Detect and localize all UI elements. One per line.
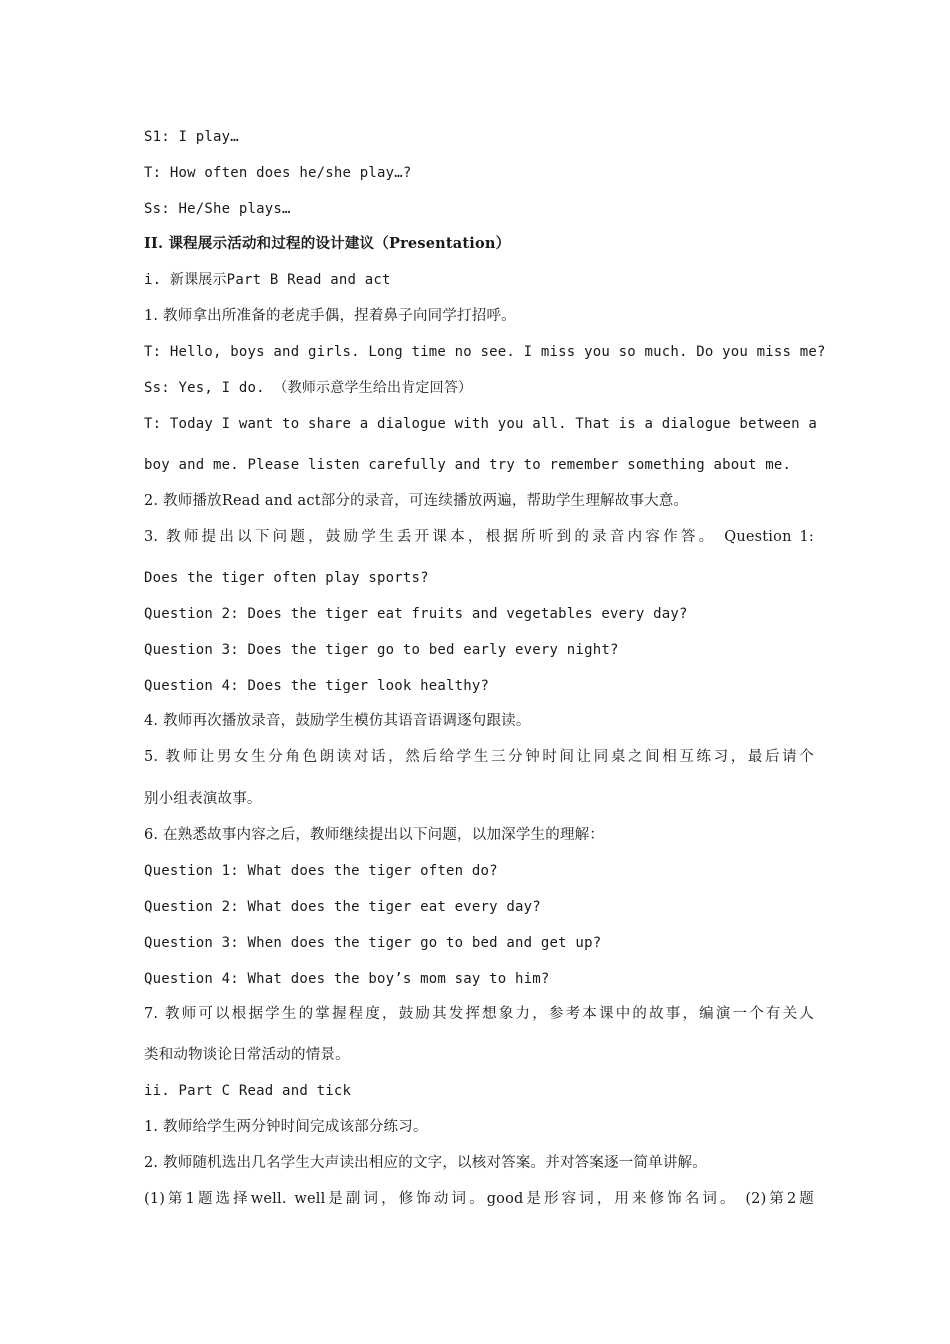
part-c-step-1: 1. 教师给学生两分钟时间完成该部分练习。 — [144, 1119, 428, 1135]
question-3-part-b: Question 3: Does the tiger go to bed early every night? — [144, 642, 619, 658]
question-1-followup: Question 1: What does the tiger often do? — [144, 863, 498, 879]
question-2-part-b: Question 2: Does the tiger eat fruits and vegetables every day? — [144, 606, 688, 622]
section-heading-presentation: II. 课程展示活动和过程的设计建议（Presentation） — [144, 235, 511, 252]
step-6: 6. 在熟悉故事内容之后，教师继续提出以下问题，以加深学生的理解： — [144, 827, 605, 843]
question-3-followup: Question 3: When does the tiger go to bed and get up? — [144, 935, 602, 951]
part-c-step-2: 2. 教师随机选出几名学生大声读出相应的文字，以核对答案。并对答案逐一简单讲解。 — [144, 1155, 707, 1171]
question-1-part-b: Does the tiger often play sports? — [144, 570, 429, 586]
subsection-heading-part-b: i. 新课展示Part B Read and act — [144, 272, 391, 288]
answer-explanation: (1)第1题选择well. well是副词，修饰动词。good是形容词，用来修饰名词。 (2)第2题 — [144, 1191, 814, 1207]
dialogue-line-ss: Ss: He/She plays… — [144, 201, 291, 217]
question-2-followup: Question 2: What does the tiger eat every day? — [144, 899, 541, 915]
question-4-followup: Question 4: What does the boy’s mom say to him? — [144, 971, 550, 987]
dialogue-line-teacher-question: T: How often does he/she play…? — [144, 165, 412, 181]
step-4: 4. 教师再次播放录音，鼓励学生模仿其语音语调逐句跟读。 — [144, 713, 531, 729]
step-7: 7. 教师可以根据学生的掌握程度，鼓励其发挥想象力，参考本课中的故事，编演一个有关人 — [144, 1006, 814, 1022]
step-2: 2. 教师播放Read and act部分的录音，可连续播放两遍，帮助学生理解故事大意。 — [144, 493, 689, 509]
step-3: 3. 教师提出以下问题，鼓励学生丢开课本，根据所听到的录音内容作答。 Question 1: — [144, 529, 814, 545]
step-5: 5. 教师让男女生分角色朗读对话，然后给学生三分钟时间让同桌之间相互练习，最后请个 — [144, 749, 814, 765]
step-5-cont: 别小组表演故事。 — [144, 791, 262, 807]
dialogue-line-ss-answer: Ss: Yes, I do. （教师示意学生给出肯定回答） — [144, 380, 473, 396]
document-page — [144, 0, 826, 1344]
dialogue-line-teacher-greeting: T: Hello, boys and girls. Long time no see. I miss you so much. Do you miss me? — [144, 344, 826, 360]
dialogue-line-teacher-share: T: Today I want to share a dialogue with you all. That is a dialogue between a — [144, 416, 818, 432]
subsection-heading-part-c: ii. Part C Read and tick — [144, 1083, 352, 1099]
step-7-cont: 类和动物谈论日常活动的情景。 — [144, 1047, 350, 1063]
dialogue-line-teacher-share-cont: boy and me. Please listen carefully and try to remember something about me. — [144, 457, 792, 473]
question-4-part-b: Question 4: Does the tiger look healthy? — [144, 678, 490, 694]
step-1: 1. 教师拿出所准备的老虎手偶，捏着鼻子向同学打招呼。 — [144, 308, 516, 324]
dialogue-line-s1: S1: I play… — [144, 129, 239, 145]
